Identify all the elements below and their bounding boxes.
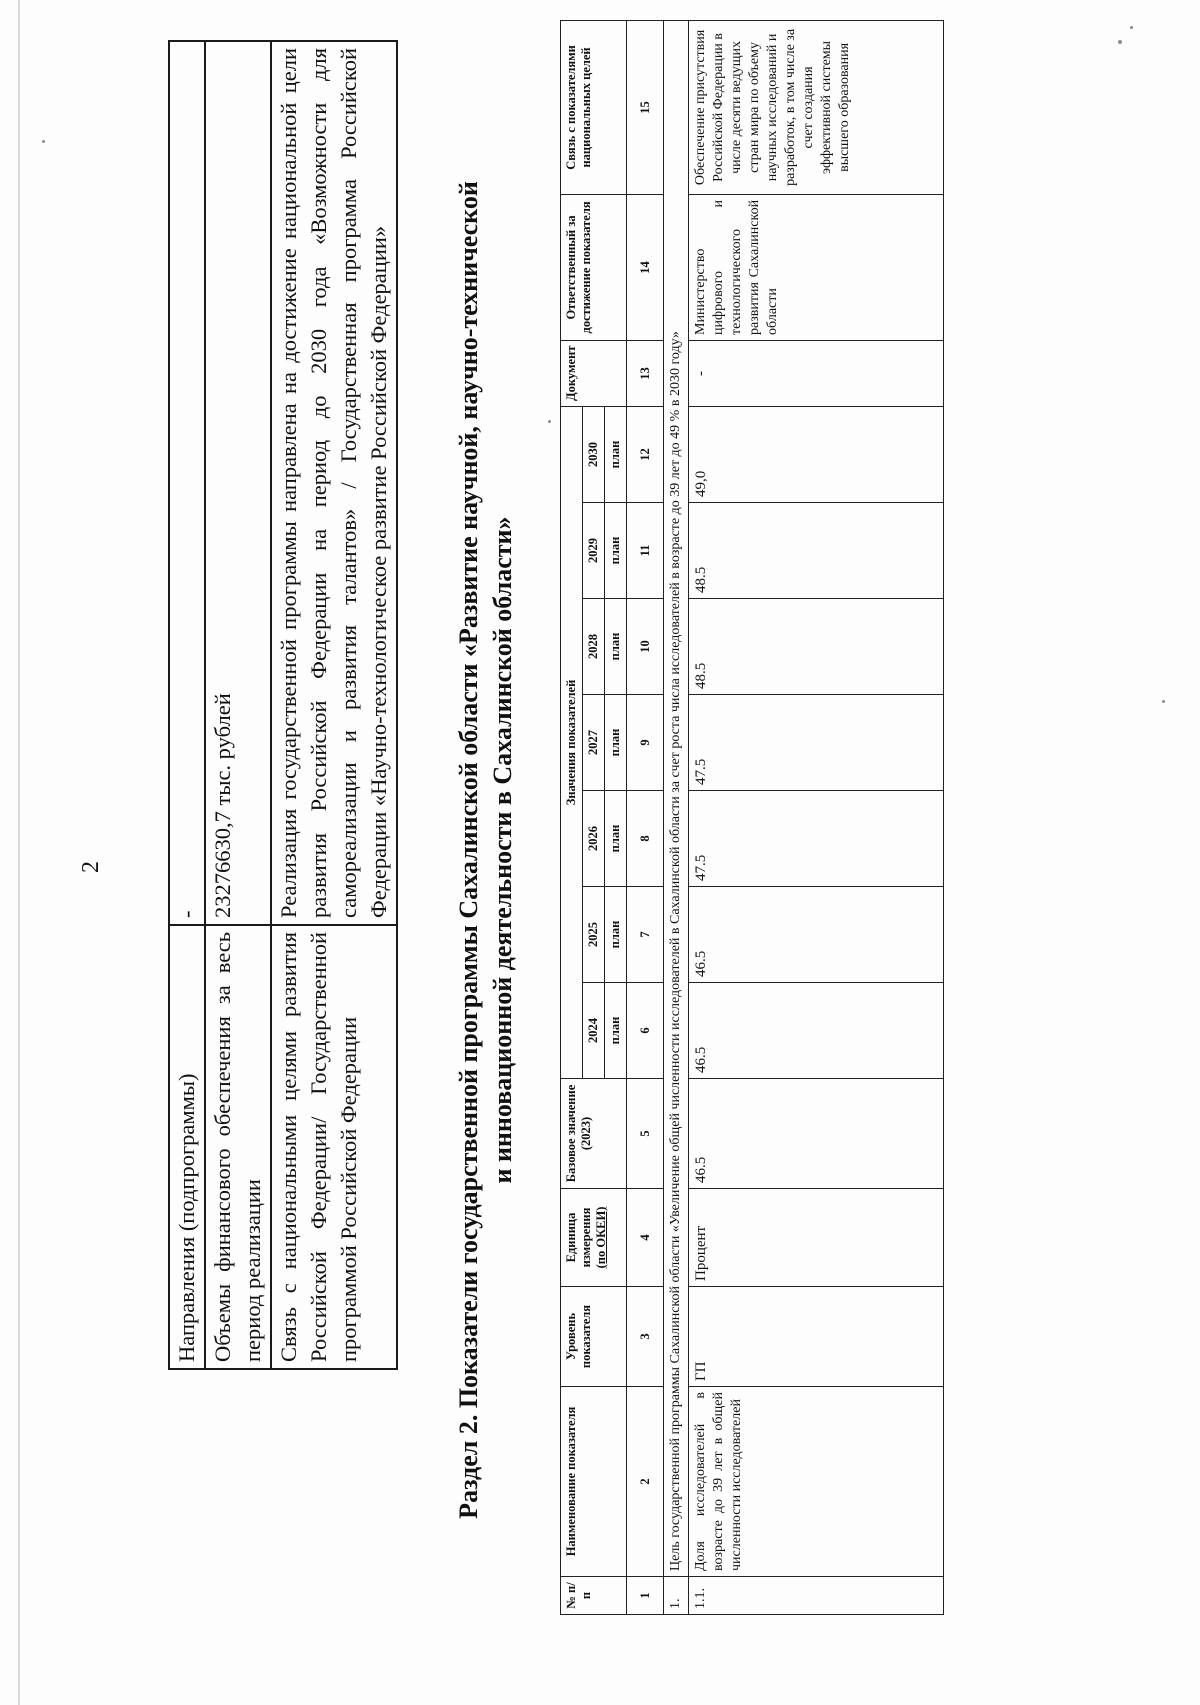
row-value-2025: 46.5 — [689, 887, 944, 983]
row-no: 1.1. — [689, 1577, 944, 1615]
passport-table — [168, 40, 398, 1370]
column-number: 11 — [627, 503, 664, 599]
header-plan: план — [605, 503, 627, 599]
section-title-line: Раздел 2. Показатели государственной программы Сахалинской области «Развитие научной, научно-технической — [454, 181, 483, 1519]
column-number: 1 — [627, 1577, 664, 1615]
header-year: 2025 — [583, 887, 605, 983]
row-value-2027: 47.5 — [689, 695, 944, 791]
header-plan: план — [605, 695, 627, 791]
column-number: 5 — [627, 1079, 664, 1189]
header-name: Наименование показателя — [561, 1387, 627, 1577]
header-level: Уровень показателя — [561, 1287, 627, 1387]
header-unit — [561, 1189, 627, 1287]
passport-value: - — [169, 41, 205, 925]
passport-label: Направления (подпрограммы) — [169, 925, 205, 1369]
header-plan: план — [605, 599, 627, 695]
header-year: 2030 — [583, 406, 605, 502]
header-year: 2028 — [583, 599, 605, 695]
goal-row — [664, 20, 689, 1614]
column-number: 12 — [627, 406, 664, 502]
header-unit-main: Единица измерения — [564, 1207, 593, 1268]
column-number: 4 — [627, 1189, 664, 1287]
row-responsible: Министерство цифрового и технологического развития Сахалинской области — [689, 194, 944, 340]
row-name: Доля исследователей в возрасте до 39 лет в общей численности исследователей — [689, 1387, 944, 1577]
header-year: 2027 — [583, 695, 605, 791]
header-year: 2029 — [583, 503, 605, 599]
row-value-2028: 48.5 — [689, 599, 944, 695]
indicators-table — [560, 20, 944, 1615]
column-number: 9 — [627, 695, 664, 791]
column-number: 7 — [627, 887, 664, 983]
column-number: 13 — [627, 340, 664, 406]
column-numbers-row — [627, 20, 664, 1614]
header-year: 2024 — [583, 983, 605, 1079]
goal-no: 1. — [664, 1577, 689, 1615]
section-title-line: и инновационной деятельности в Сахалинской области» — [488, 516, 517, 1184]
passport-value: Реализация государственной программы направлена на достижение национальной цели развития Российской Федерации на период до 2030 года «Возможности для самореализации и развития талантов» / Государственная программа Российской Федерации «Научно-технологическое развитие Российской Федерации» — [271, 41, 397, 925]
header-no: № п/п — [561, 1577, 627, 1615]
column-number: 15 — [627, 20, 664, 194]
row-base: 46.5 — [689, 1079, 944, 1189]
row-unit: Процент — [689, 1189, 944, 1287]
passport-label: Объемы финансового обеспечения за весь период реализации — [205, 925, 271, 1369]
header-document: Документ — [561, 340, 627, 406]
header-plan: план — [605, 406, 627, 502]
header-row — [561, 20, 583, 1614]
column-number: 14 — [627, 194, 664, 340]
header-base: Базовое значение (2023) — [561, 1079, 627, 1189]
table-row — [689, 20, 944, 1614]
row-value-2029: 48.5 — [689, 503, 944, 599]
header-link: Связь с показателями национальных целей — [561, 20, 627, 194]
header-values: Значения показателей — [561, 406, 583, 1078]
column-number: 10 — [627, 599, 664, 695]
row-value-2026: 47.5 — [689, 791, 944, 887]
goal-text: Цель государственной программы Сахалинской области «Увеличение общей численности исследователей в Сахалинской области за счет роста числа исследователей в возрасте до 39 лет до 49 % в 2030 году» — [664, 20, 689, 1576]
header-plan: план — [605, 983, 627, 1079]
row-value-2030: 49,0 — [689, 406, 944, 502]
column-number: 6 — [627, 983, 664, 1079]
header-unit-okei: (по ОКЕИ) — [594, 1206, 608, 1269]
section-title — [452, 85, 520, 1615]
header-responsible: Ответственный за достижение показателя — [561, 194, 627, 340]
header-year: 2026 — [583, 791, 605, 887]
passport-label: Связь с национальными целями развития Российской Федерации/ Государственной программой Российской Федерации — [271, 925, 397, 1369]
row-value-2024: 46.5 — [689, 983, 944, 1079]
passport-row — [169, 41, 205, 1369]
row-national-goal-link: Обеспечение присутствия Российской Федерации в числе десяти ведущих стран мира по объему научных исследований и разработок, в том числе за счет создания эффективной системы высшего образования — [689, 20, 944, 194]
passport-value: 23276630,7 тыс. рублей — [205, 41, 271, 925]
passport-row — [271, 41, 397, 1369]
passport-row — [205, 41, 271, 1369]
header-plan: план — [605, 791, 627, 887]
header-plan: план — [605, 887, 627, 983]
column-number: 8 — [627, 791, 664, 887]
column-number: 2 — [627, 1387, 664, 1577]
page-number: 2 — [78, 861, 104, 873]
column-number: 3 — [627, 1287, 664, 1387]
row-document: - — [689, 340, 944, 406]
row-level: ГП — [689, 1287, 944, 1387]
